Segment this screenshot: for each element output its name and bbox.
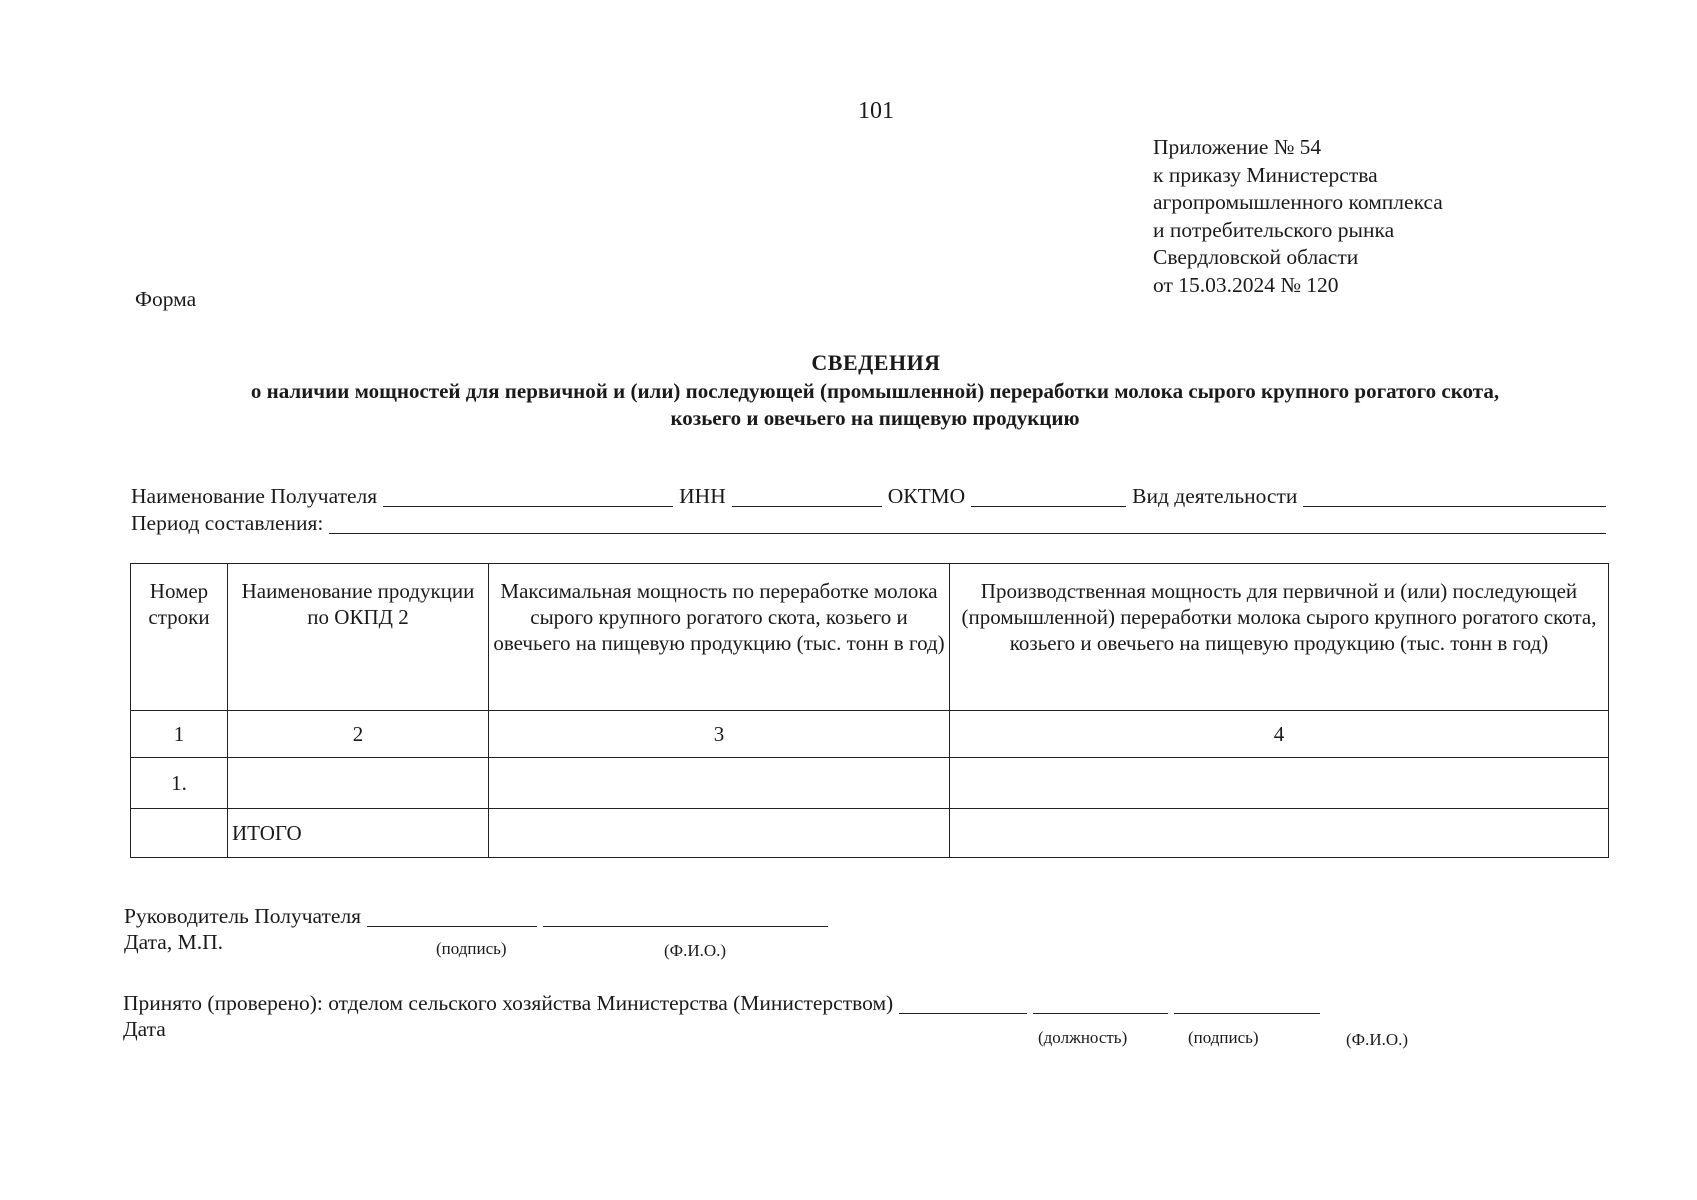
inn-field[interactable]	[732, 486, 882, 507]
accepted-label: Принято (проверено): отделом сельского хозяйства Министерства (Министерством)	[123, 991, 894, 1015]
appendix-line: от 15.03.2024 № 120	[1153, 272, 1339, 297]
acceptance-date-label: Дата	[123, 1017, 166, 1041]
document-subtitle: о наличии мощностей для первичной и (или) последующей (промышленной) переработки молока сырого крупного рогатого скота, козьего и овечьего на пищевую продукцию	[250, 379, 1500, 430]
head-signature-block	[124, 903, 834, 960]
position-field[interactable]	[899, 993, 1027, 1014]
capacity-table-wrap	[130, 563, 1609, 858]
appendix-line: агропромышленного комплекса	[1153, 190, 1443, 214]
appendix-line: и потребительского рынка	[1153, 217, 1395, 242]
appendix-line: Свердловской области	[1153, 245, 1359, 269]
date-stamp-label: Дата, М.П.	[124, 930, 223, 954]
row-number-cell: 1.	[131, 758, 228, 809]
period-field[interactable]	[329, 513, 1606, 534]
column-number: 3	[489, 711, 950, 758]
recipient-name-field[interactable]	[383, 486, 673, 507]
head-signature-field[interactable]	[367, 906, 537, 927]
table-header-row	[131, 564, 1609, 711]
total-row	[131, 809, 1609, 858]
activity-label: Вид деятельности	[1132, 484, 1298, 508]
appendix-line: к приказу Министерства	[1153, 162, 1378, 187]
oktmo-label: ОКТМО	[887, 484, 966, 508]
recipient-row	[131, 482, 1606, 509]
total-number-cell	[131, 809, 228, 858]
oktmo-field[interactable]	[971, 486, 1126, 507]
product-name-cell[interactable]	[228, 758, 489, 809]
table-row	[131, 758, 1609, 809]
period-label: Период составления:	[131, 511, 324, 535]
acceptance-date-row	[123, 1016, 1326, 1042]
head-label: Руководитель Получателя	[124, 904, 362, 928]
total-label: ИТОГО	[228, 809, 489, 858]
column-numbers-row	[131, 711, 1609, 758]
header-row-number: Номер строки	[131, 564, 228, 711]
appendix-note	[1153, 134, 1443, 299]
column-number: 4	[950, 711, 1609, 758]
max-capacity-cell[interactable]	[489, 758, 950, 809]
acceptance-row	[123, 990, 1326, 1016]
signature-caption: (подпись)	[436, 939, 507, 958]
total-production-capacity-cell[interactable]	[950, 809, 1609, 858]
acceptor-signature-caption: (подпись)	[1188, 1028, 1259, 1047]
position-caption: (должность)	[1038, 1028, 1128, 1047]
header-product-name: Наименование продукции по ОКПД 2	[228, 564, 489, 711]
total-max-capacity-cell[interactable]	[489, 809, 950, 858]
fio-caption: (Ф.И.О.)	[664, 941, 727, 960]
column-number: 2	[228, 711, 489, 758]
production-capacity-cell[interactable]	[950, 758, 1609, 809]
appendix-line: Приложение № 54	[1153, 135, 1322, 159]
column-number: 1	[131, 711, 228, 758]
form-label: Форма	[135, 287, 197, 311]
acceptor-fio-caption: (Ф.И.О.)	[1346, 1030, 1409, 1049]
capacity-table	[130, 563, 1609, 858]
inn-label: ИНН	[679, 484, 726, 508]
page-number: 101	[858, 98, 894, 124]
acceptor-fio-field[interactable]	[1174, 993, 1320, 1014]
activity-field[interactable]	[1303, 486, 1606, 507]
recipient-name-label: Наименование Получателя	[131, 484, 378, 508]
header-max-capacity: Максимальная мощность по переработке молока сырого крупного рогатого скота, козьего и овечьего на пищевую продукцию (тыс. тонн в год)	[489, 564, 950, 711]
acceptance-block	[123, 990, 1409, 1049]
recipient-fields	[131, 482, 1606, 536]
document-title: СВЕДЕНИЯ	[811, 350, 941, 375]
period-row	[131, 509, 1606, 536]
head-fio-field[interactable]	[543, 906, 828, 927]
header-production-capacity: Производственная мощность для первичной и (или) последующей (промышленной) переработки молока сырого крупного рогатого скота, козьего и овечьего на пищевую продукцию (тыс. тонн в год)	[950, 564, 1609, 711]
acceptor-signature-field[interactable]	[1033, 993, 1168, 1014]
head-signature-row	[124, 903, 834, 929]
